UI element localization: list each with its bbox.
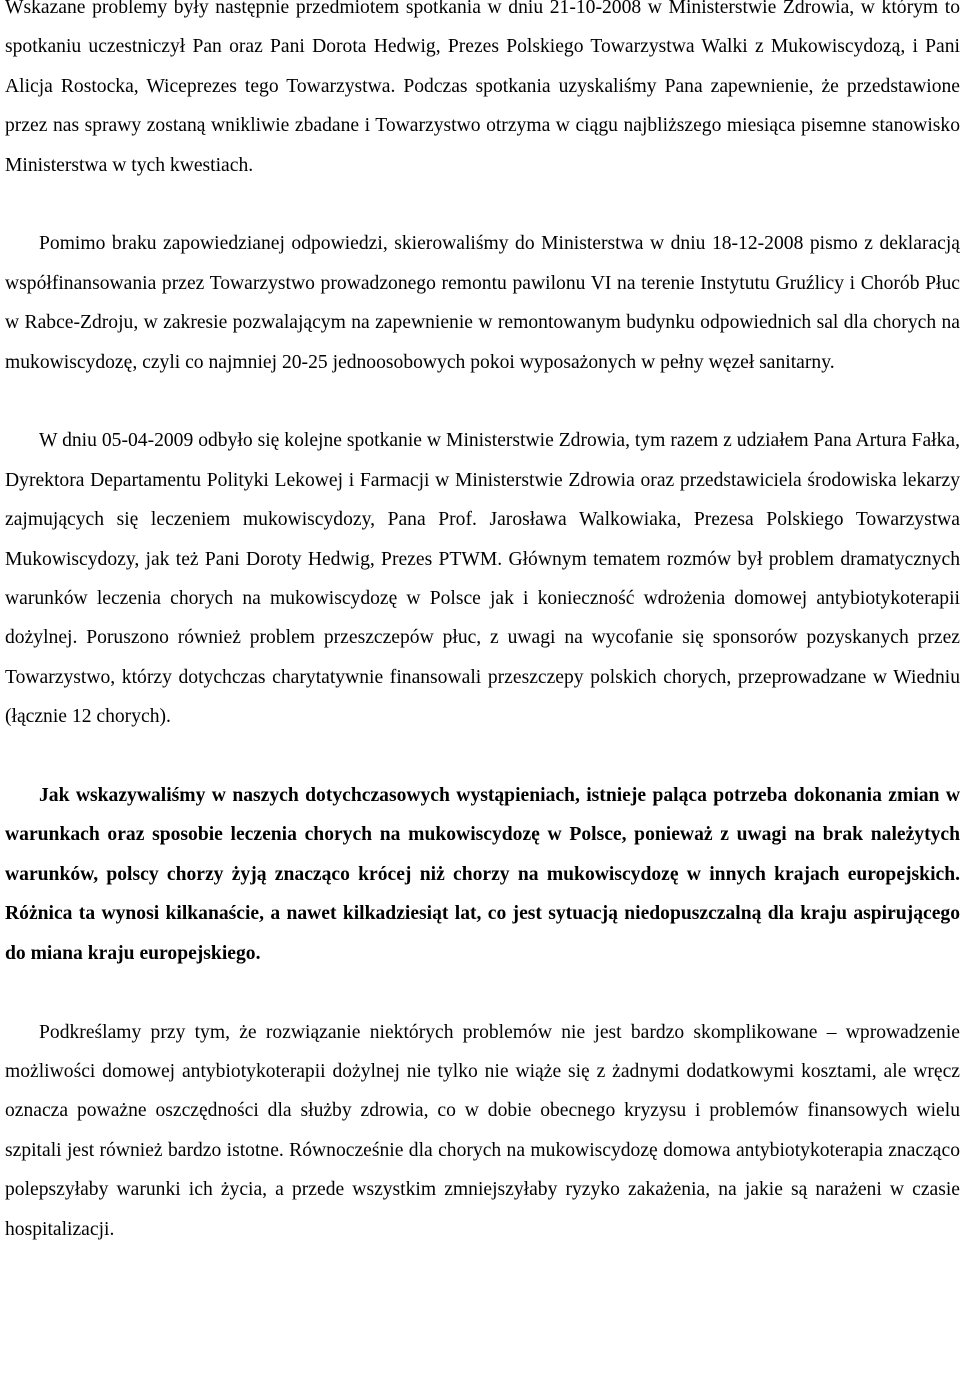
paragraph-urgent-need: Jak wskazywaliśmy w naszych dotychczasowych wystąpieniach, istnieje paląca potrzeba dokonania zmian w warunkach oraz sposobie leczenia chorych na mukowiscydozę w Polsce, ponieważ z uwagi na brak należytych warunków, polscy chorzy żyją znacząco krócej niż chorzy na mukowiscydozę w innych krajach europejskich. Różnica ta wynosi kilkanaście, a nawet kilkadziesiąt lat, co jest sytuacją niedopuszczalną dla kraju aspirującego do miana kraju europejskiego. bbox=[5, 785, 960, 964]
paragraph-meeting-2009: W dniu 05-04-2009 odbyło się kolejne spotkanie w Ministerstwie Zdrowia, tym razem z udziałem Pana Artura Fałka, Dyrektora Departamentu Polityki Lekowej i Farmacji w Ministerstwie Zdrowia oraz przedstawiciela środowiska lekarzy zajmujących się leczeniem mukowiscydozy, Pana Prof. Jarosława Walkowiaka, Prezesa Polskiego Towarzystwa Mukowiscydozy, jak też Pani Doroty Hedwig, Prezes PTWM. Głównym tematem rozmów był problem dramatycznych warunków leczenia chorych na mukowiscydozę w Polsce jak i konieczność wdrożenia domowej antybiotykoterapii dożylnej. Poruszono również problem przeszczepów płuc, z uwagi na wycofanie się sponsorów pozyskanych przez Towarzystwo, którzy dotychczas charytatywnie finansowali przeszczepy polskich chorych, przeprowadzane w Wiedniu (łącznie 12 chorych). bbox=[5, 430, 960, 728]
paragraph-home-therapy: Podkreślamy przy tym, że rozwiązanie niektórych problemów nie jest bardzo skomplikowane – wprowadzenie możliwości domowej antybiotykoterapii dożylnej nie tylko nie wiąże się z żadnymi dodatkowymi kosztami, ale wręcz oznacza poważne oszczędności dla służby zdrowia, co w dobie obecnego kryzysu i problemów finansowych wielu szpitali jest również bardzo istotne. Równocześnie dla chorych na mukowiscydozę domowa antybiotykoterapia znacząco polepszyłaby warunki ich życia, a przede wszystkim zmniejszyłaby ryzyko zakażenia, na jakie są narażeni w czasie hospitalizacji. bbox=[5, 1021, 960, 1240]
paragraph-meetings-2008: Wskazane problemy były następnie przedmiotem spotkania w dniu 21-10-2008 w Ministerstwie Zdrowia, w którym to spotkaniu uczestniczył Pan oraz Pani Dorota Hedwig, Prezes Polskiego Towarzystwa Walki z Mukowiscydozą, i Pani Alicja Rostocka, Wiceprezes tego Towarzystwa. Podczas spotkania uzyskaliśmy Pana zapewnienie, że przedstawione przez nas sprawy zostaną wnikliwie zbadane i Towarzystwo otrzyma w ciągu najbliższego miesiąca pisemne stanowisko Ministerstwa w tych kwestiach. bbox=[5, 0, 960, 176]
document-page bbox=[5, 0, 960, 1249]
paragraph-cofinancing-letter: Pomimo braku zapowiedzianej odpowiedzi, skierowaliśmy do Ministerstwa w dniu 18-12-2008 pismo z deklaracją współfinansowania przez Towarzystwo prowadzonego remontu pawilonu VI na terenie Instytutu Gruźlicy i Chorób Płuc w Rabce-Zdroju, w zakresie pozwalającym na zapewnienie w remontowanym budynku odpowiednich sal dla chorych na mukowiscydozę, czyli co najmniej 20-25 jednoosobowych pokoi wyposażonych w pełny węzeł sanitarny. bbox=[5, 233, 960, 373]
